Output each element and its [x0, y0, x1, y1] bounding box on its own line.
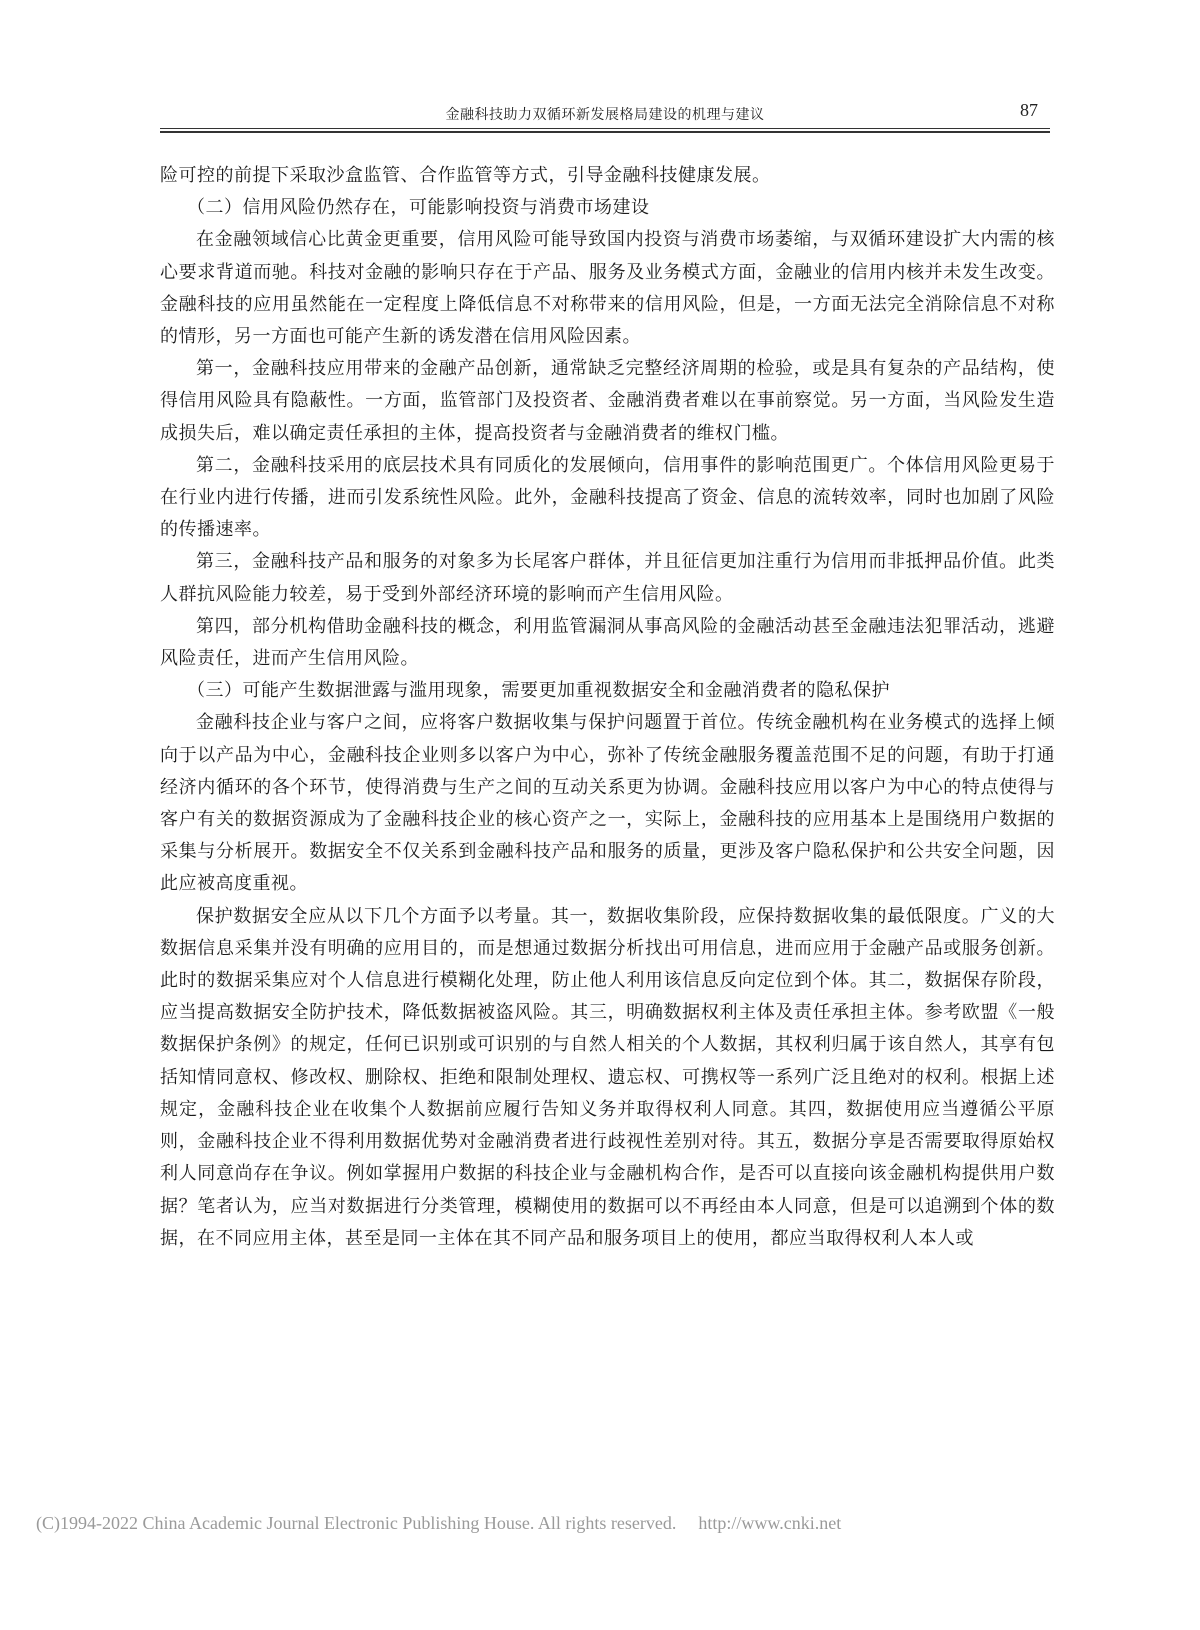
body-text: [160, 160, 1055, 1255]
header-rule-thick: [160, 131, 1050, 133]
paragraph: 保护数据安全应从以下几个方面予以考量。其一，数据收集阶段，应保持数据收集的最低限度。广义的大数据信息采集并没有明确的应用目的，而是想通过数据分析找出可用信息，进而应用于金融产品或服务创新。此时的数据采集应对个人信息进行模糊化处理，防止他人利用该信息反向定位到个体。其二，数据保存阶段，应当提高数据安全防护技术，降低数据被盗风险。其三，明确数据权利主体及责任承担主体。参考欧盟《一般数据保护条例》的规定，任何已识别或可识别的与自然人相关的个人数据，其权利归属于该自然人，其享有包括知情同意权、修改权、删除权、拒绝和限制处理权、遗忘权、可携权等一系列广泛且绝对的权利。根据上述规定，金融科技企业在收集个人数据前应履行告知义务并取得权利人同意。其四，数据使用应当遵循公平原则，金融科技企业不得利用数据优势对金融消费者进行歧视性差别对待。其五，数据分享是否需要取得原始权利人同意尚存在争议。例如掌握用户数据的科技企业与金融机构合作，是否可以直接向该金融机构提供用户数据？笔者认为，应当对数据进行分类管理，模糊使用的数据可以不再经由本人同意，但是可以追溯到个体的数据，在不同应用主体，甚至是同一主体在其不同产品和服务项目上的使用，都应当取得权利人本人或: [160, 905, 1055, 1249]
paragraph: 金融科技企业与客户之间，应将客户数据收集与保护问题置于首位。传统金融机构在业务模式的选择上倾向于以产品为中心，金融科技企业则多以客户为中心，弥补了传统金融服务覆盖范围不足的问题，有助于打通经济内循环的各个环节，使得消费与生产之间的互动关系更为协调。金融科技应用以客户为中心的特点使得与客户有关的数据资源成为了金融科技企业的核心资产之一，实际上，金融科技的应用基本上是围绕用户数据的采集与分析展开。数据安全不仅关系到金融科技产品和服务的质量，更涉及客户隐私保护和公共安全问题，因此应被高度重视。: [160, 712, 1055, 895]
paragraph-continuation: 险可控的前提下采取沙盒监管、合作监管等方式，引导金融科技健康发展。: [160, 165, 771, 186]
paragraph: 在金融领域信心比黄金更重要，信用风险可能导致国内投资与消费市场萎缩，与双循环建设扩大内需的核心要求背道而驰。科技对金融的影响只存在于产品、服务及业务模式方面，金融业的信用内核并未发生改变。金融科技的应用虽然能在一定程度上降低信息不对称带来的信用风险，但是，一方面无法完全消除信息不对称的情形，另一方面也可能产生新的诱发潜在信用风险因素。: [160, 229, 1055, 348]
paragraph: 第二，金融科技采用的底层技术具有同质化的发展倾向，信用事件的影响范围更广。个体信用风险更易于在行业内进行传播，进而引发系统性风险。此外，金融科技提高了资金、信息的流转效率，同时也加剧了风险的传播速率。: [160, 454, 1055, 541]
footer-url[interactable]: http://www.cnki.net: [698, 1513, 842, 1533]
header-rule-thin: [160, 128, 1050, 129]
section-heading-3: （三）可能产生数据泄露与滥用现象，需要更加重视数据安全和金融消费者的隐私保护: [187, 680, 890, 702]
page-header: [160, 96, 1050, 136]
paragraph: 第三，金融科技产品和服务的对象多为长尾客户群体，并且征信更加注重行为信用而非抵押品价值。此类人群抗风险能力较差，易于受到外部经济环境的影响而产生信用风险。: [160, 551, 1055, 605]
running-title: 金融科技助力双循环新发展格局建设的机理与建议: [445, 107, 765, 123]
paragraph: 第四，部分机构借助金融科技的概念，利用监管漏洞从事高风险的金融活动甚至金融违法犯罪活动，逃避风险责任，进而产生信用风险。: [160, 615, 1055, 670]
section-heading-2: （二）信用风险仍然存在，可能影响投资与消费市场建设: [187, 197, 650, 219]
footer: [36, 1513, 841, 1534]
page-number: 87: [1020, 100, 1038, 120]
footer-copyright: (C)1994-2022 China Academic Journal Electronic Publishing House. All rights reserved.: [36, 1513, 677, 1533]
paragraph: 第一，金融科技应用带来的金融产品创新，通常缺乏完整经济周期的检验，或是具有复杂的产品结构，使得信用风险具有隐蔽性。一方面，监管部门及投资者、金融消费者难以在事前察觉。另一方面，当风险发生造成损失后，难以确定责任承担的主体，提高投资者与金融消费者的维权门槛。: [160, 358, 1055, 444]
